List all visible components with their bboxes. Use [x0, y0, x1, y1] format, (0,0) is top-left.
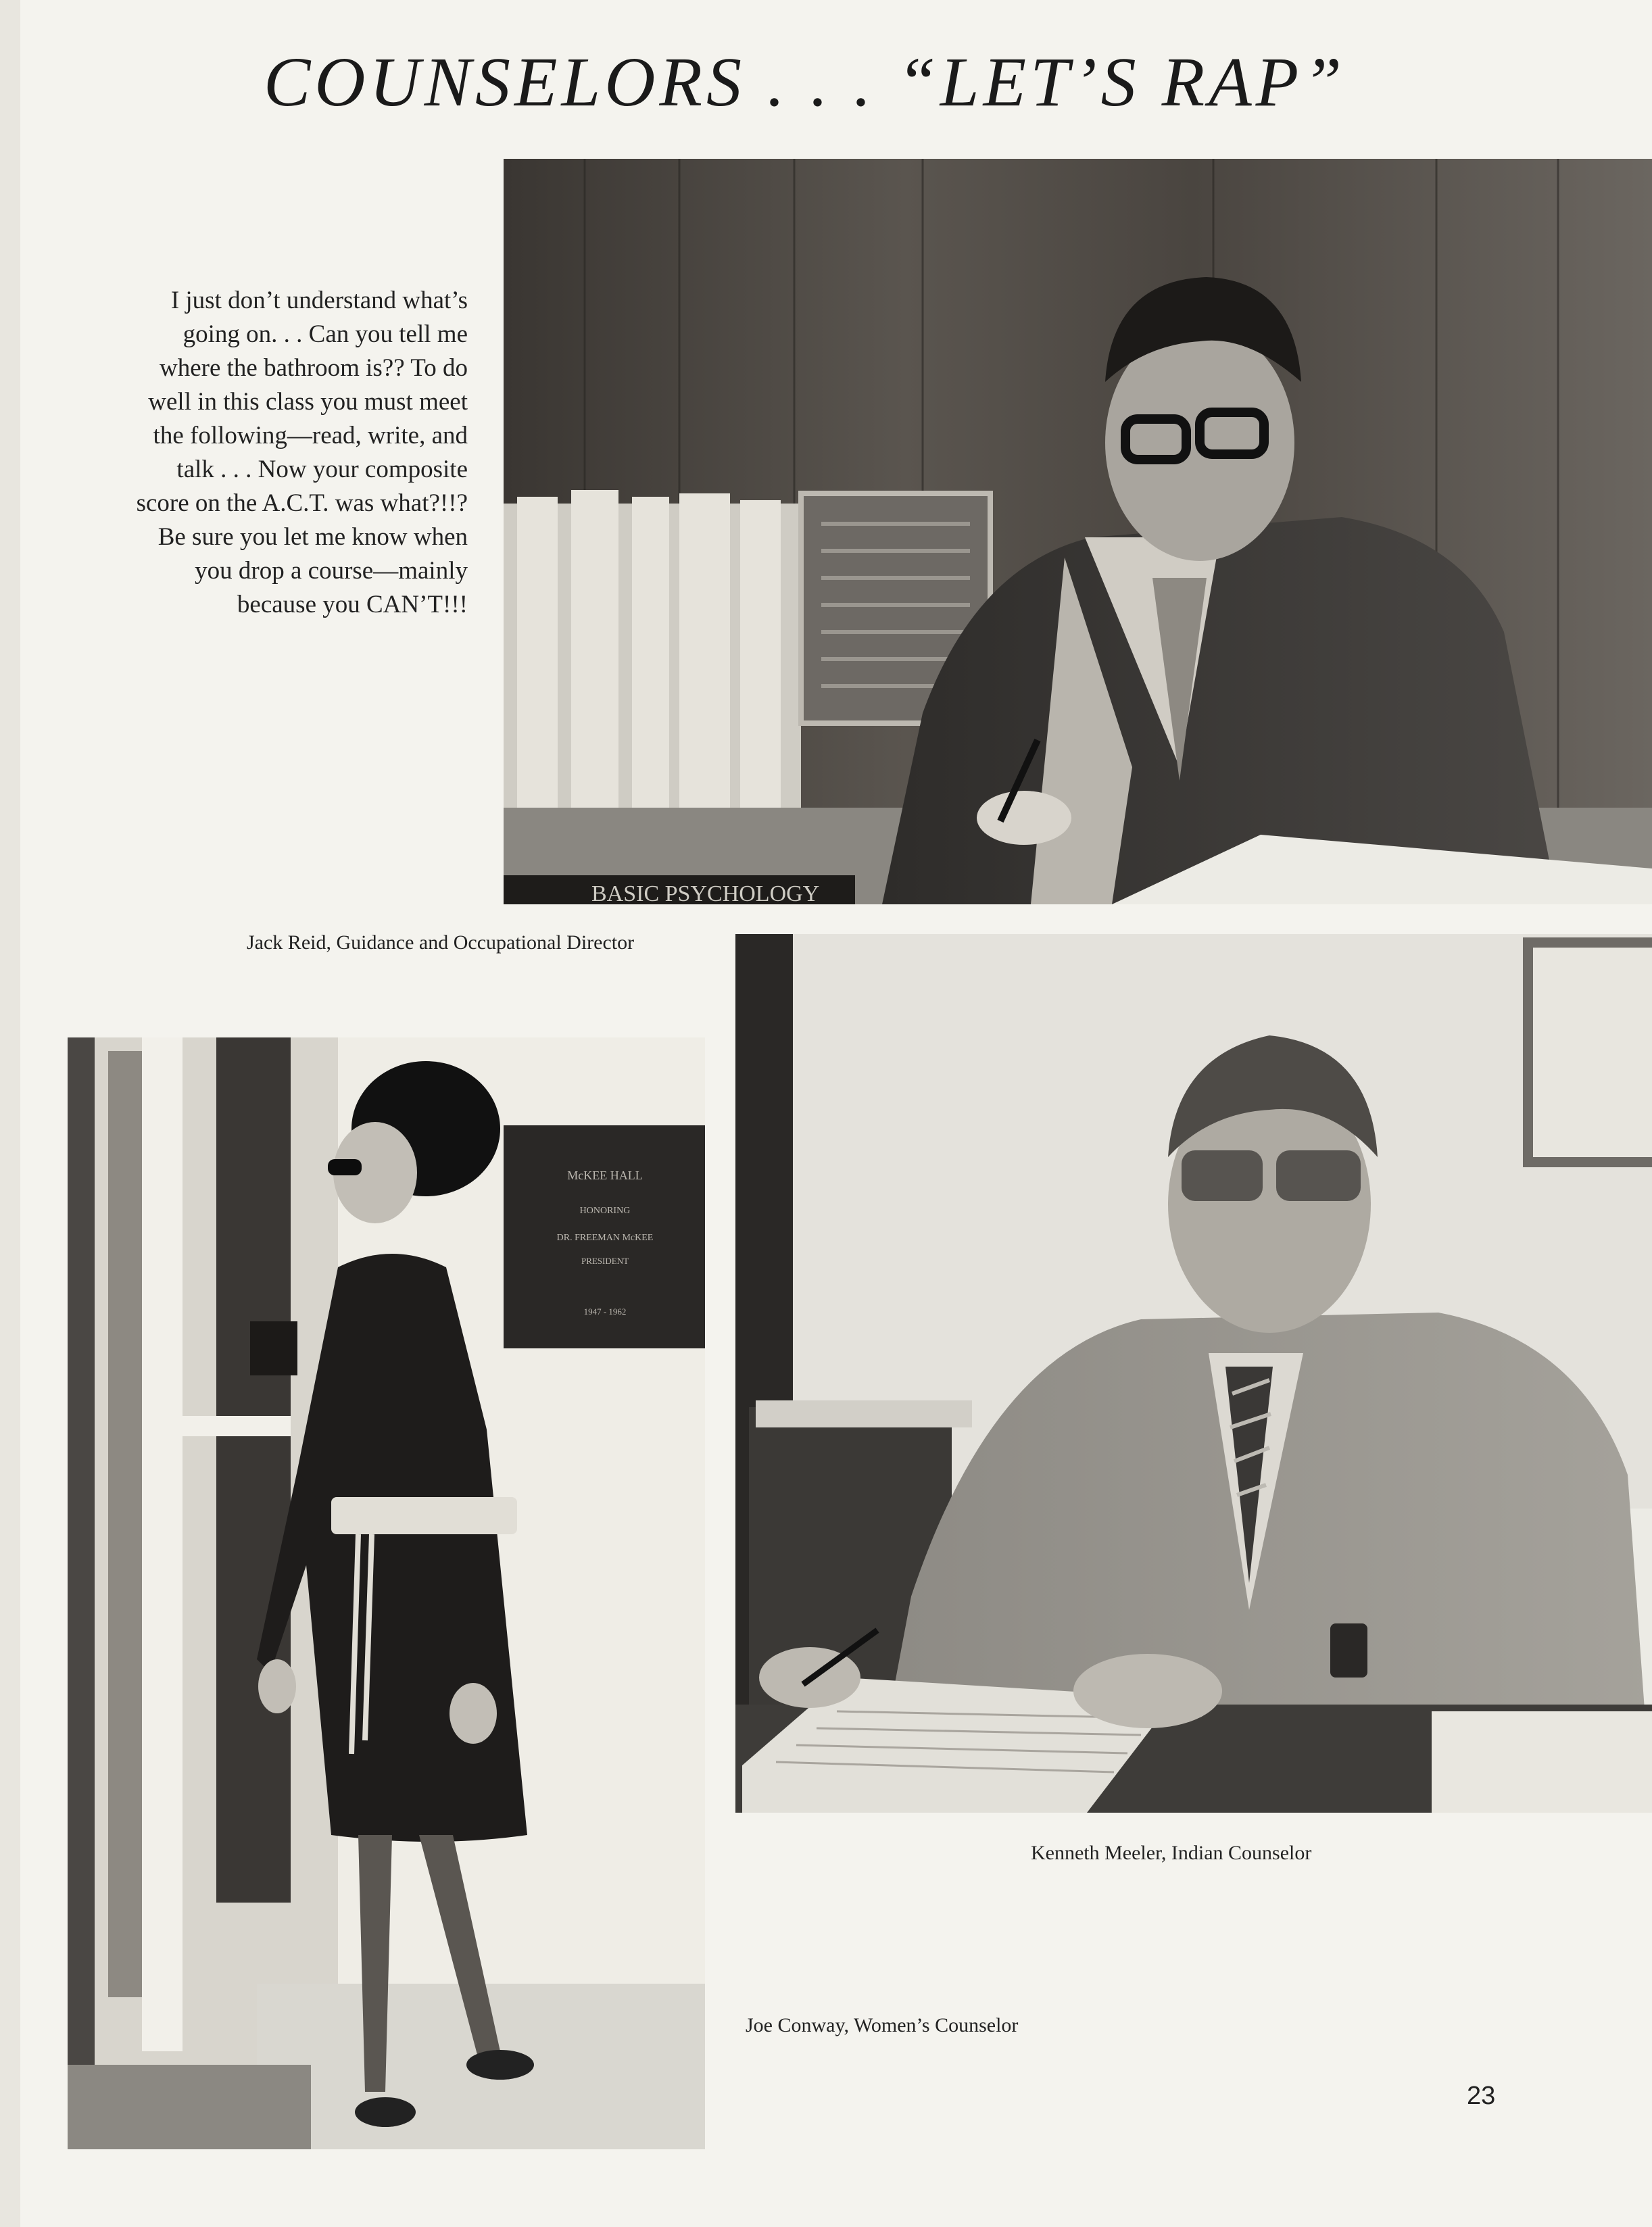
- photo-kenneth-meeler: [735, 934, 1652, 1813]
- page-edge: [0, 0, 20, 2227]
- intro-line: Be sure you let me know when: [157, 523, 468, 551]
- plaque-line: HONORING: [579, 1206, 631, 1216]
- intro-line: the following—read, write, and: [153, 422, 468, 449]
- caption-jack-reid: Jack Reid, Guidance and Occupational Director: [247, 931, 635, 954]
- intro-line: where the bathroom is?? To do: [159, 354, 468, 382]
- photo-joe-conway: [68, 1037, 705, 2149]
- intro-line: going on. . . Can you tell me: [183, 320, 468, 348]
- page-headline: COUNSELORS . . . “LET’S RAP”: [264, 43, 1346, 121]
- caption-kenneth-meeler: Kenneth Meeler, Indian Counselor: [1031, 1842, 1312, 1864]
- intro-line: talk . . . Now your composite: [176, 456, 468, 483]
- plaque-line: PRESIDENT: [581, 1256, 629, 1266]
- caption-joe-conway: Joe Conway, Women’s Counselor: [746, 2014, 1019, 2036]
- intro-line: you drop a course—mainly: [195, 557, 468, 585]
- intro-line: I just don’t understand what’s: [170, 287, 468, 314]
- intro-text: [68, 284, 468, 622]
- page-number: 23: [1467, 2082, 1496, 2110]
- plaque-line: 1947 - 1962: [583, 1306, 627, 1317]
- intro-line: well in this class you must meet: [148, 388, 468, 416]
- plaque-line: McKEE HALL: [567, 1169, 643, 1182]
- intro-line: score on the A.C.T. was what?!!?: [136, 489, 468, 517]
- book-title: BASIC PSYCHOLOGY: [591, 881, 820, 904]
- intro-line: because you CAN’T!!!: [237, 591, 468, 618]
- plaque-line: DR. FREEMAN McKEE: [556, 1233, 654, 1243]
- photo-jack-reid: [504, 159, 1652, 904]
